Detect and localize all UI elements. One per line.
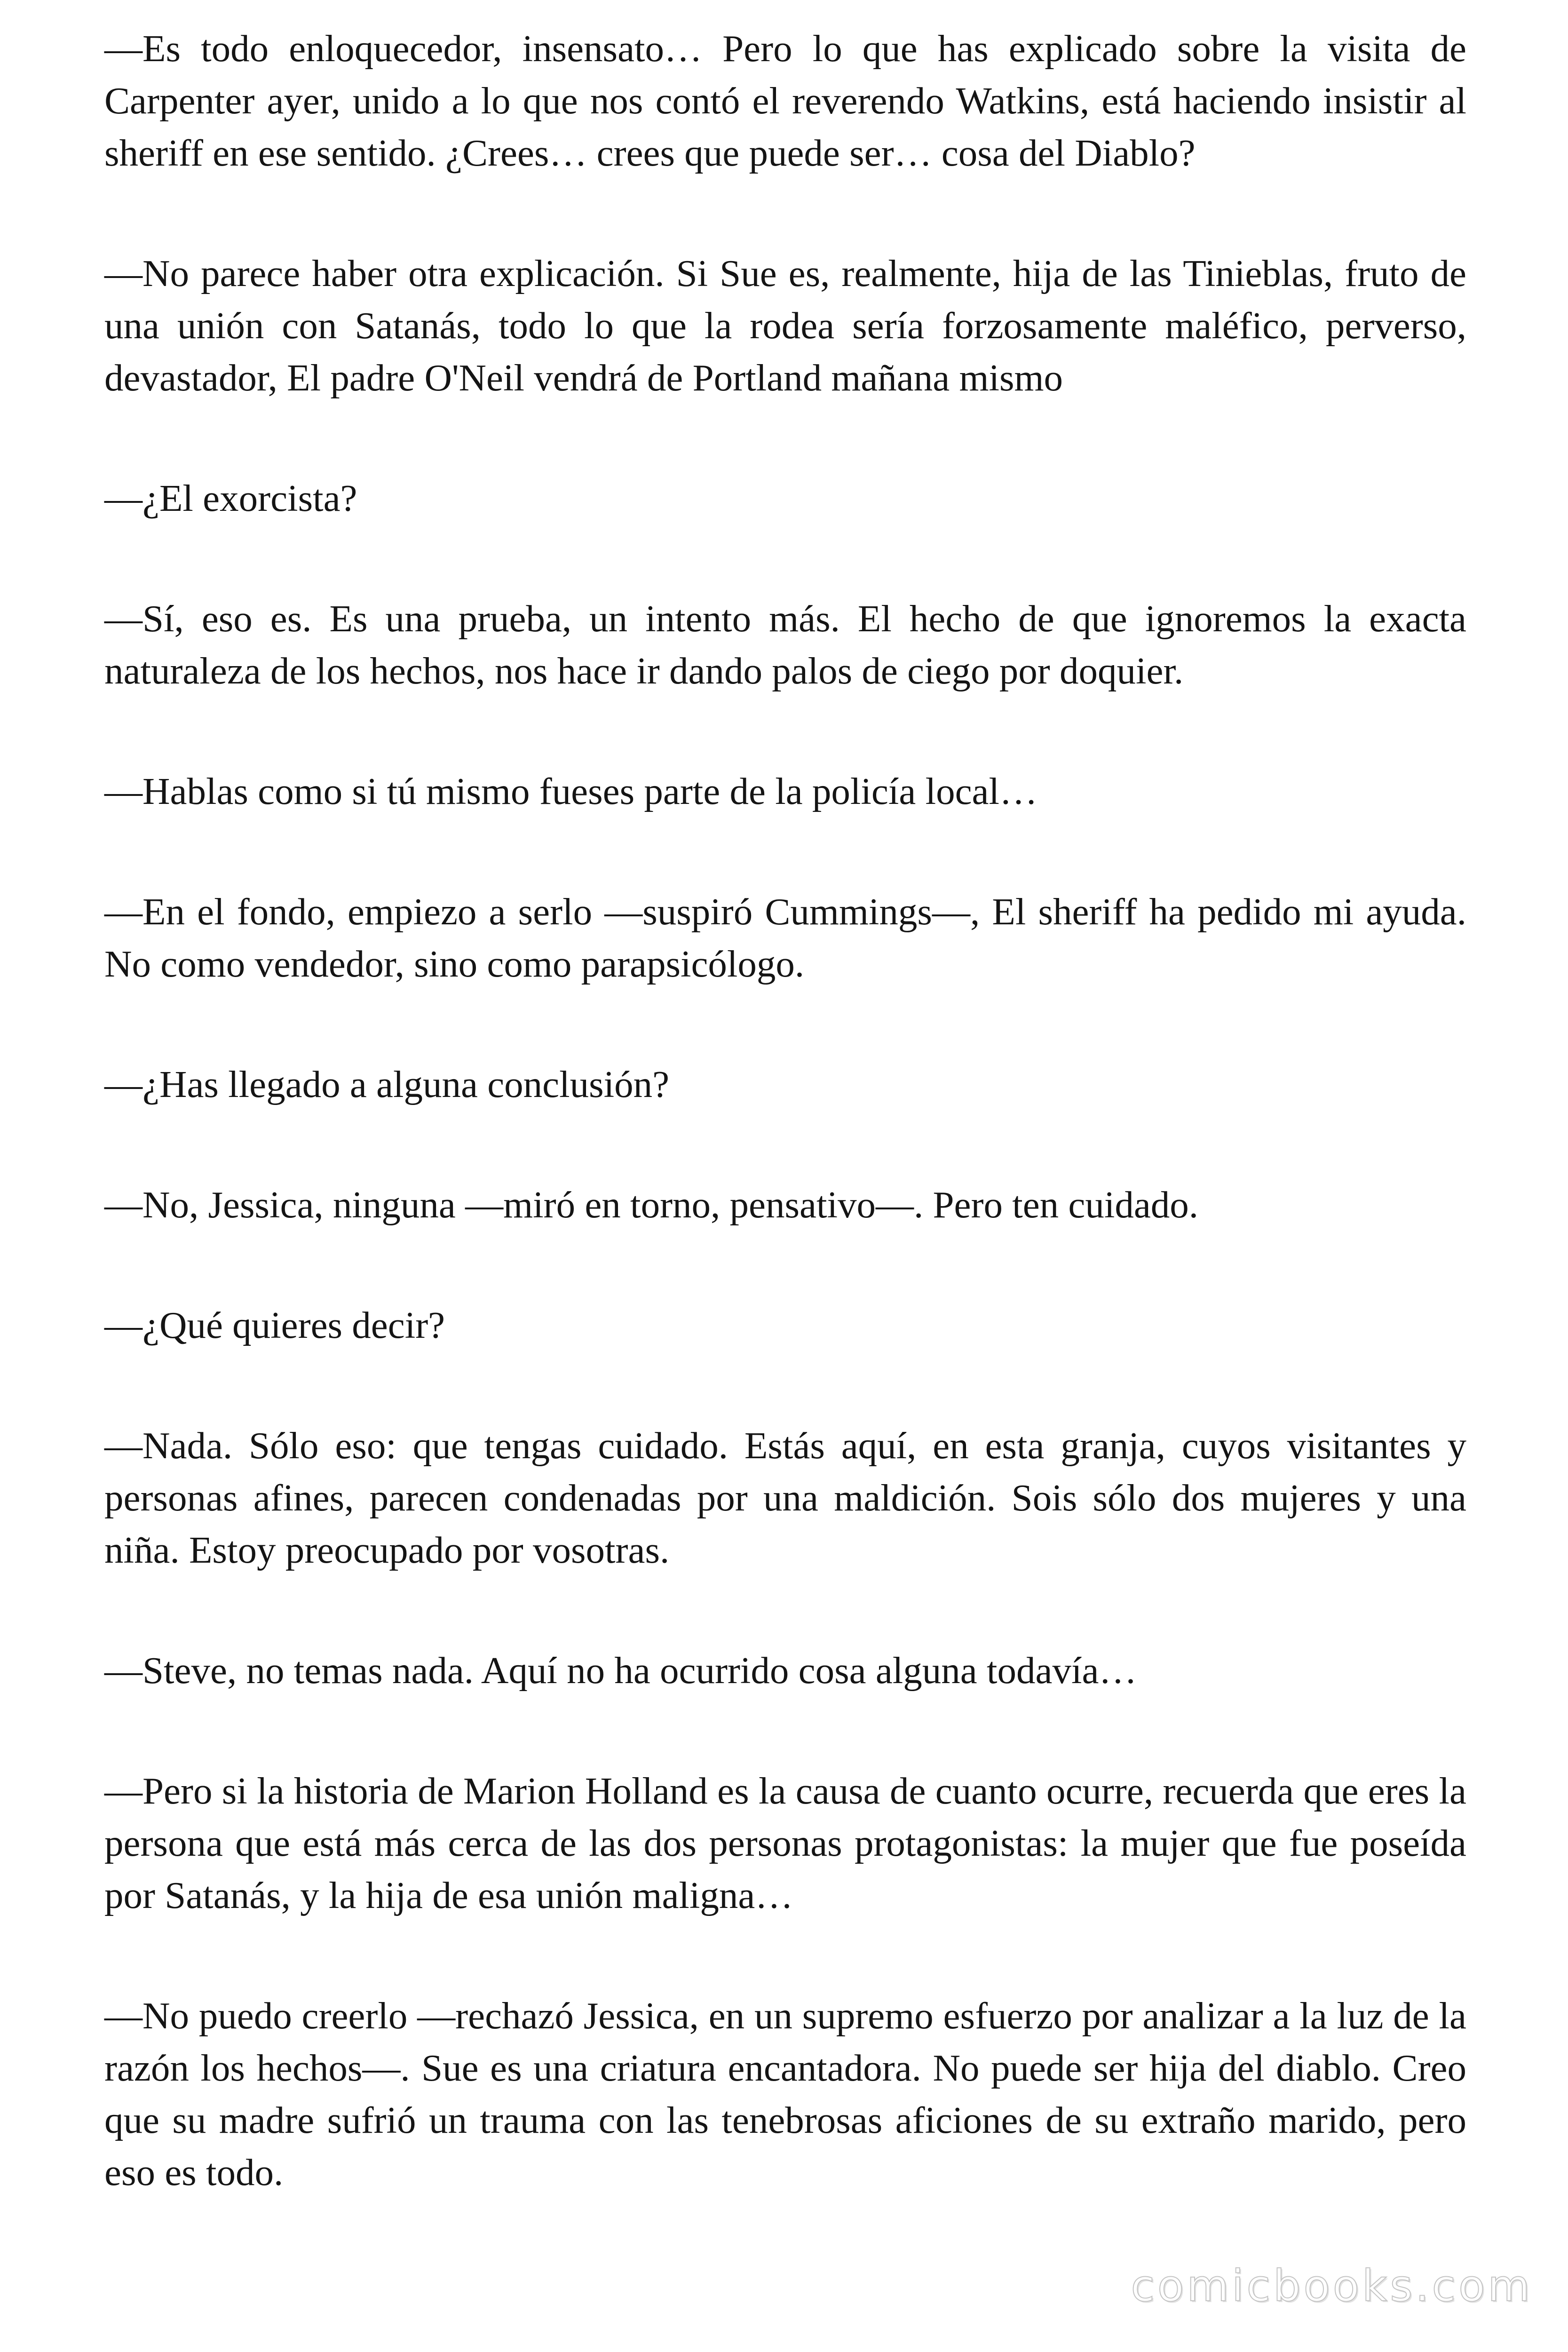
paragraph: —En el fondo, empiezo a serlo —suspiró Cummings—, El sheriff ha pedido mi ayuda. No como vendedor, sino como parapsicólogo.	[104, 890, 1466, 985]
paragraph: —Hablas como si tú mismo fueses parte de la policía local…	[104, 770, 1037, 812]
watermark: comicbooks.com	[1131, 2261, 1533, 2311]
paragraph: —No puedo creerlo —rechazó Jessica, en un supremo esfuerzo por analizar a la luz de la razón los hechos—. Sue es una criatura encantadora. No puede ser hija del diablo. Creo que su madre sufrió un trauma con las tenebrosas aficiones de su extraño marido, pero eso es todo.	[104, 1994, 1466, 2193]
paragraph: —¿Has llegado a alguna conclusión?	[104, 1063, 670, 1105]
paragraph: —No, Jessica, ninguna —miró en torno, pensativo—. Pero ten cuidado.	[104, 1184, 1199, 1226]
paragraph: —Pero si la historia de Marion Holland es la causa de cuanto ocurre, recuerda que eres la persona que está más cerca de las dos personas protagonistas: la mujer que fue poseída por Satanás, y la hija de esa unión maligna…	[104, 1770, 1466, 1916]
paragraph: —¿Qué quieres decir?	[104, 1304, 445, 1346]
paragraph: —Steve, no temas nada. Aquí no ha ocurrido cosa alguna todavía…	[104, 1649, 1137, 1692]
paragraph: —Nada. Sólo eso: que tengas cuidado. Estás aquí, en esta granja, cuyos visitantes y personas afines, parecen condenadas por una maldición. Sois sólo dos mujeres y una niña. Estoy preocupado por vosotras.	[104, 1424, 1466, 1571]
paragraph: —No parece haber otra explicación. Si Sue es, realmente, hija de las Tinieblas, fruto de una unión con Satanás, todo lo que la rodea sería forzosamente maléfico, perverso, devastador, El padre O'Neil vendrá de Portland mañana mismo	[104, 252, 1466, 399]
paragraph: —Es todo enloquecedor, insensato… Pero lo que has explicado sobre la visita de Carpenter ayer, unido a lo que nos contó el reverendo Watkins, está haciendo insistir al sheriff en ese sentido. ¿Crees… crees que puede ser… cosa del Diablo?	[104, 27, 1466, 174]
paragraph: —Sí, eso es. Es una prueba, un intento más. El hecho de que ignoremos la exacta naturaleza de los hechos, nos hace ir dando palos de ciego por doquier.	[104, 597, 1466, 692]
document-body	[104, 23, 1466, 2199]
paragraph: —¿El exorcista?	[104, 477, 357, 519]
